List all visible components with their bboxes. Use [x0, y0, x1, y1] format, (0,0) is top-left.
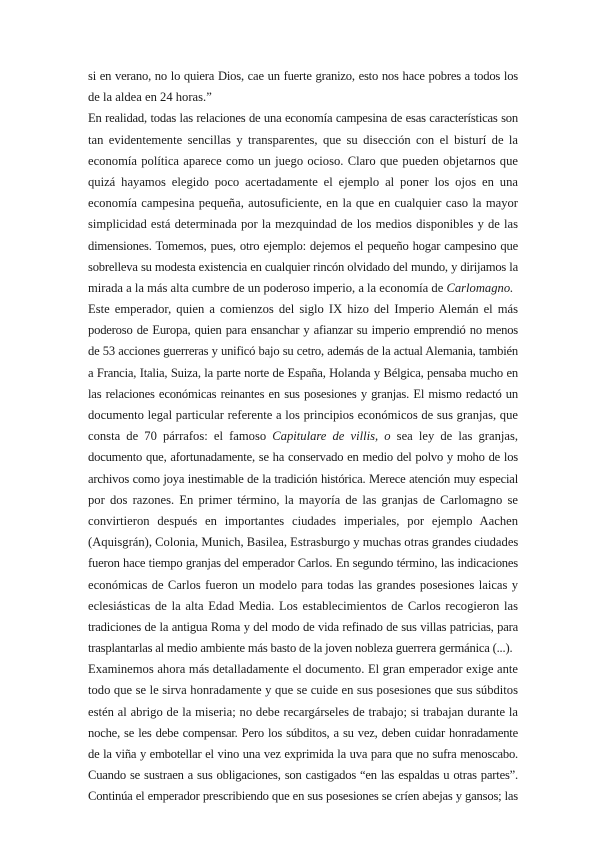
- text-line: Cuando se sustraen a sus obligaciones, son castigados “en las espaldas u otras partes”.: [88, 768, 518, 783]
- text-line: sobrelleva su modesta existencia en cualquier rincón olvidado del mundo, y dirijamos la: [88, 259, 518, 274]
- text-line: dimensiones. Tomemos, pues, otro ejemplo: dejemos el pequeño hogar campesino que: [88, 238, 518, 253]
- text-line: tradiciones de la antigua Roma y del modo de vida refinado de sus villas patricias, para: [88, 619, 518, 634]
- text-line: las relaciones económicas reinantes en sus posesiones y granjas. El mismo redactó un: [88, 386, 518, 401]
- text-line: eclesiásticas de la alta Edad Media. Los establecimientos de Carlos recogieron las: [88, 598, 518, 613]
- text-line: quizá hayamos elegido poco acertadamente el ejemplo al poner los ojos en una: [88, 174, 518, 189]
- text-line: En realidad, todas las relaciones de una economía campesina de esas características son: [88, 111, 518, 126]
- text-line: económicas de Carlos fueron un modelo para todas las grandes posesiones laicas y: [88, 577, 518, 592]
- italic-phrase: Carlomagno.: [446, 280, 514, 295]
- body-text: [88, 66, 518, 808]
- text-line: tan evidentemente sencillas y transparentes, que su disección con el bisturí de la: [88, 132, 518, 147]
- text-line: noche, se les debe compensar. Pero los súbditos, a su vez, deben cuidar honradamente: [88, 725, 518, 740]
- text-line: por dos razones. En primer término, la mayoría de las granjas de Carlomagno se: [88, 492, 518, 507]
- text-line: Examinemos ahora más detalladamente el documento. El gran emperador exige ante: [88, 662, 518, 677]
- text-line: trasplantarlas al medio ambiente más basto de la joven nobleza guerrera germánica (...).: [88, 641, 513, 656]
- text-line: de 53 acciones guerreras y unificó bajo su cetro, además de la actual Alemania, también: [88, 344, 518, 359]
- text-line: a Francia, Italia, Suiza, la parte norte de España, Holanda y Bélgica, pensaba mucho en: [88, 365, 518, 380]
- text-line: poderoso de Europa, quien para ensanchar y afianzar su imperio emprendió no menos: [88, 323, 518, 338]
- text-line: documento que, afortunadamente, se ha conservado en medio del polvo y moho de los: [88, 450, 518, 465]
- text-line: archivos como joya inestimable de la tradición histórica. Merece atención muy especial: [88, 471, 518, 486]
- text-line: estén al abrigo de la miseria; no debe recargárseles de trabajo; si trabajan durante la: [88, 704, 518, 719]
- text-line: economía campesina pequeña, autosuficiente, en la que en cualquier caso la mayor: [88, 196, 518, 211]
- text-line: si en verano, no lo quiera Dios, cae un fuerte granizo, esto nos hace pobres a todos los: [88, 69, 518, 83]
- text-line: (Aquisgrán), Colonia, Munich, Basilea, Estrasburgo y muchas otras grandes ciudades: [88, 535, 519, 550]
- text-line: de la viña y embotellar el vino una vez exprimida la uva para que no sufra menoscabo.: [88, 747, 518, 761]
- text-line: documento legal particular referente a los principios económicos de sus granjas, que: [88, 408, 518, 422]
- text-line: economía política aparece como un juego ocioso. Claro que pueden objetarnos que: [88, 153, 518, 168]
- text-line: de la aldea en 24 horas.”: [88, 90, 212, 105]
- text-line: todo que se le sirva honradamente y que se cuide en sus posesiones que sus súbditos: [88, 683, 518, 698]
- text-line: simplicidad está determinada por la mezquindad de los medios disponibles y de las: [88, 217, 518, 232]
- text-line: convirtieron después en importantes ciudades imperiales, por ejemplo Aachen: [88, 513, 518, 528]
- text-line: Este emperador, quien a comienzos del siglo IX hizo del Imperio Alemán el más: [88, 302, 518, 317]
- text-line: mirada a la más alta cumbre de un poderoso imperio, a la economía de Carlomagno.: [88, 280, 514, 295]
- text-line: fueron hace tiempo granjas del emperador Carlos. En segundo término, las indicaciones: [88, 556, 518, 571]
- italic-phrase: Capitulare de villis, o: [272, 429, 391, 444]
- text-line: Continúa el emperador prescribiendo que en sus posesiones se críen abejas y gansos; las: [88, 789, 518, 804]
- text-line: consta de 70 párrafos: el famoso Capitulare de villis, o sea ley de las granjas,: [88, 429, 519, 444]
